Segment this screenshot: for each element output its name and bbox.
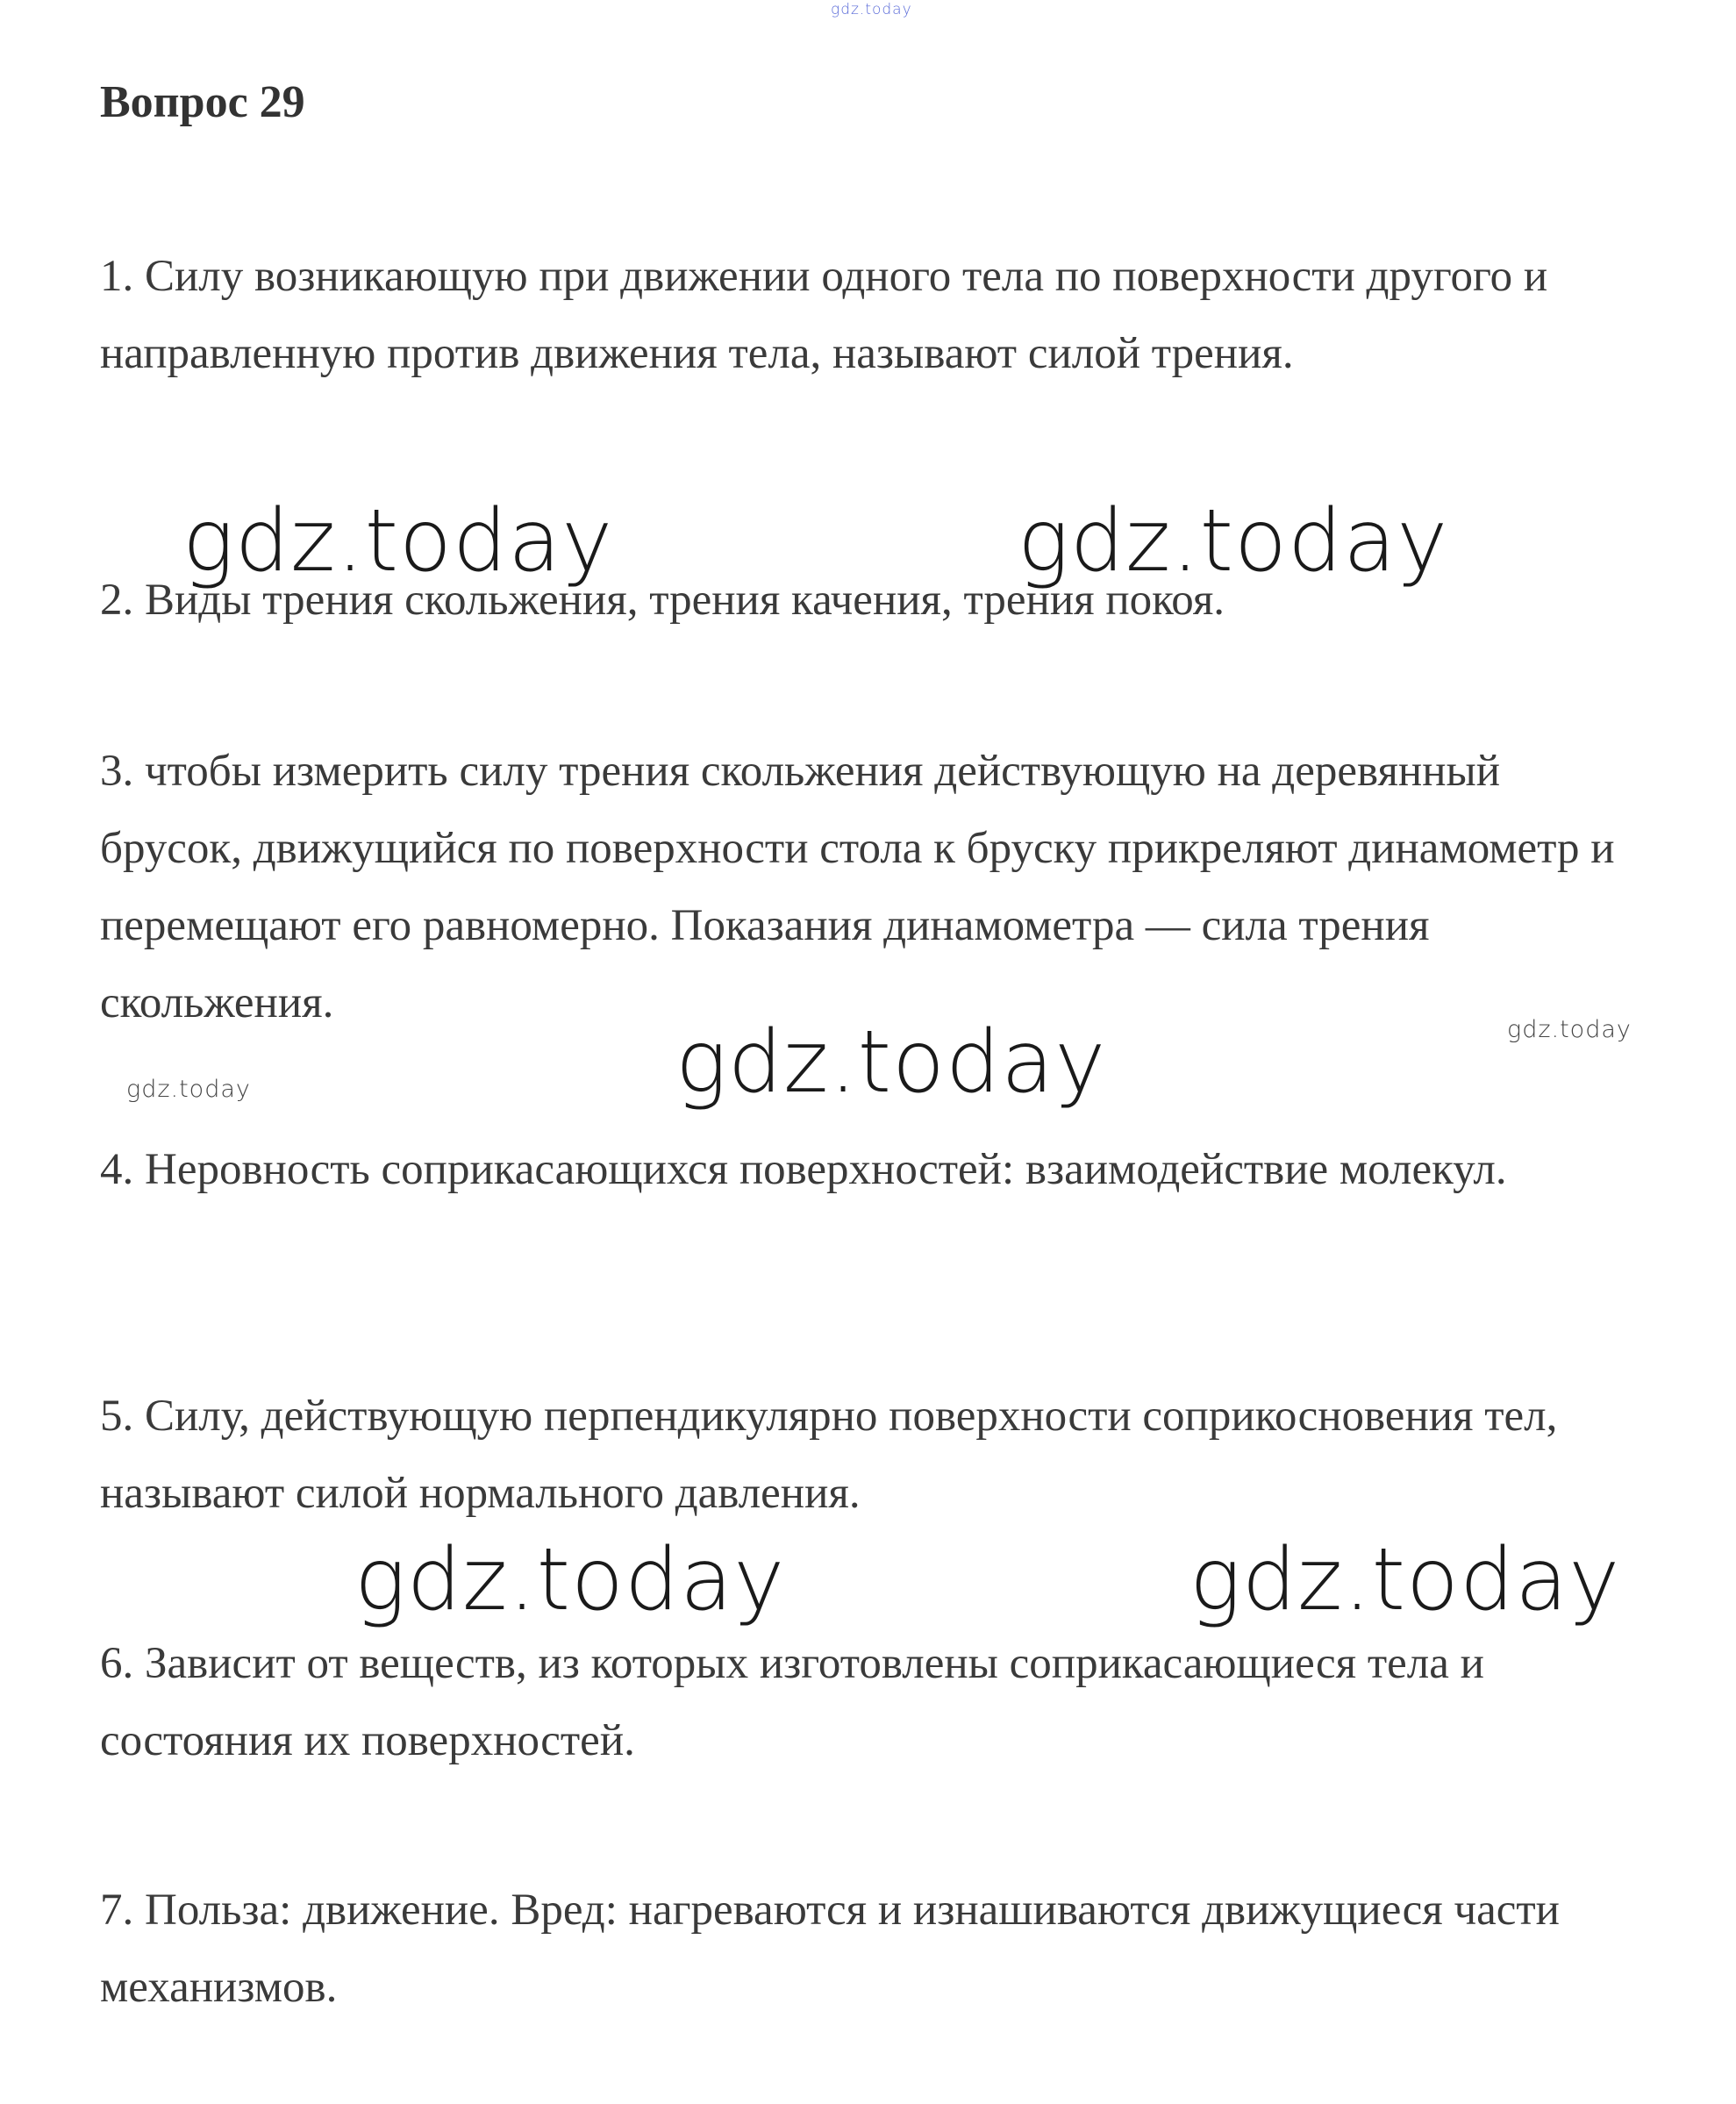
answer-5: 5. Силу, действующую перпендикулярно поверхности соприкосновения тел, называют силой нормального давления. <box>100 1392 1558 1518</box>
answer-1: 1. Силу возникающую при движении одного тела по поверхности другого и направленную против движения тела, называют силой трения. <box>100 252 1548 378</box>
top-watermark: gdz.today <box>831 1 912 18</box>
watermark: gdz.today <box>126 1076 251 1103</box>
watermark: gdz.today <box>354 1530 786 1630</box>
watermark: gdz.today <box>1018 491 1449 591</box>
page-title: Вопрос 29 <box>100 77 305 127</box>
watermark: gdz.today <box>1189 1530 1621 1630</box>
watermark: gdz.today <box>1507 1016 1632 1043</box>
answer-7: 7. Польза: движение. Вред: нагреваются и изнашиваются движущиеся части механизмов. <box>100 1886 1560 2012</box>
answer-2: 2. Виды трения скольжения, трения качения, трения покоя. <box>100 576 1225 625</box>
answer-4: 4. Неровность соприкасающихся поверхностей: взаимодействие молекул. <box>100 1145 1507 1194</box>
watermark: gdz.today <box>675 1013 1107 1113</box>
answer-3: 3. чтобы измерить силу трения скольжения действующую на деревянный брусок, движущийся по поверхности стола к бруску прикреляют динамометр и перемещают его равномерно. Показания динамометра — сила трения скольжения. <box>100 747 1615 1027</box>
answer-6: 6. Зависит от веществ, из которых изготовлены соприкасающиеся тела и состояния их поверхностей. <box>100 1639 1484 1765</box>
watermark: gdz.today <box>182 491 614 591</box>
